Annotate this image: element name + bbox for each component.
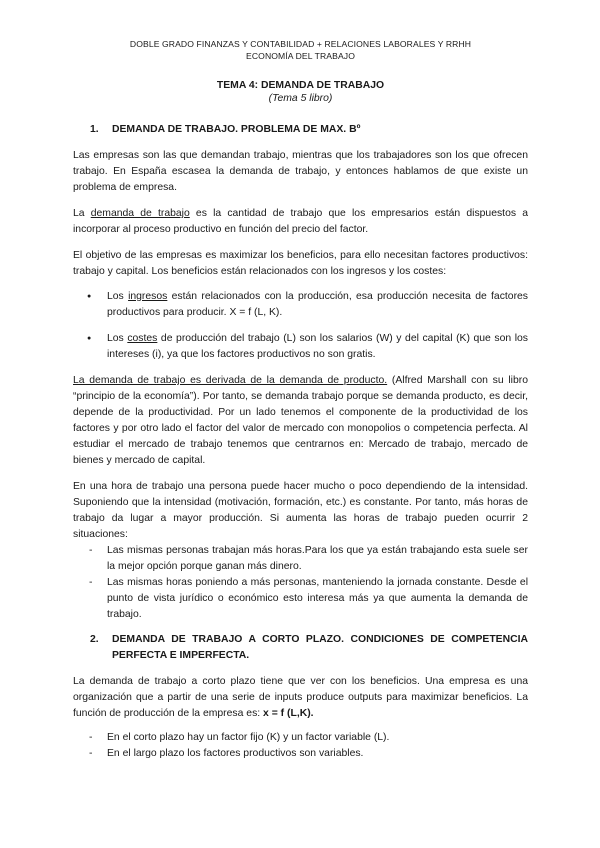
header-degree: DOBLE GRADO FINANZAS Y CONTABILIDAD + RELACIONES LABORALES Y RRHH [129,39,472,49]
text-run: de producción del trabajo (L) son los salarios (W) y del capital (K) que son los intereses (i), ya que los factores productivos no son gratis. [107,333,528,360]
text-run: La [73,208,91,219]
production-function: x = f (L,K). [263,708,314,719]
text-run: Los [107,291,129,302]
text-run: (Alfred Marshall con su libro “principio de la economía”). Por tanto, se demanda trabajo porque se demanda producto, es decir, depende de la productividad. Por un lado tenemos el componente de la productividad de los factores y por otro lado el factor del valor de mercado con monopolios o competencia perfecta. Al estudiar el mercado de trabajo tenemos que centrarnos en: Mercado de trabajo, mercado de bienes y mercado de capital. [73,375,528,466]
page-subtitle: (Tema 5 libro) [268,93,333,104]
section-1-paragraph-4 [73,373,528,469]
section-1-title: DEMANDA DE TRABAJO. PROBLEMA DE MAX. Bº [112,124,361,135]
section-2-paragraph-1 [73,674,528,722]
key-statement: La demanda de trabajo es derivada de la demanda de producto. [73,375,388,386]
section-2-heading [73,632,528,664]
header-course: ECONOMÍA DEL TRABAJO [246,51,355,61]
term-demanda-de-trabajo: demanda de trabajo [90,208,190,219]
dash-list [73,543,528,623]
dash-list-2 [73,730,528,762]
section-2-title: DEMANDA DE TRABAJO A CORTO PLAZO. CONDICIONES DE COMPETENCIA PERFECTA E IMPERFECTA. [112,634,528,661]
running-header [73,38,528,62]
section-1-number: 1. [90,124,99,135]
bullet-item-ingresos [73,289,528,321]
section-1-paragraph-3: El objetivo de las empresas es maximizar los beneficios, para ello necesitan factores productivos: trabajo y capital. Los beneficios están relacionados con los ingresos y los costes: [73,250,528,277]
text-run: es la cantidad de trabajo que los empresarios están dispuestos a incorporar al proceso productivo en función del precio del factor. [73,208,528,235]
text-run: están relacionados con la producción, esa producción necesita de factores productivos para producir. X = f (L, K). [107,291,529,318]
section-2-number: 2. [90,634,99,645]
section-1-paragraph-5: En una hora de trabajo una persona puede hacer mucho o poco dependiendo de la intensidad. Suponiendo que la intensidad (motivación, formación, etc.) es constante. Por tanto, más horas de trabajo da lugar a mayor producción. Si aumenta las horas de trabajo pueden ocurrir 2 situaciones: [73,481,528,540]
bullet-item-costes [73,331,528,363]
dash-item-short-term: - En el corto plazo hay un factor fijo (K) y un factor variable (L). [73,730,528,746]
text-run: Los [107,333,128,344]
dash-item-long-term: - En el largo plazo los factores productivos son variables. [73,746,528,762]
text-run: La demanda de trabajo a corto plazo tiene que ver con los beneficios. Una empresa es una organización que a partir de una serie de inputs produce outputs para maximizar beneficios. La función de producción de la empresa es: [73,676,528,719]
dash-item-1: - Las mismas personas trabajan más horas.Para los que ya están trabajando esta suele ser la mejor opción porque ganan más dinero. [73,543,528,575]
dash-item-2: - Las mismas horas poniendo a más personas, manteniendo la jornada constante. Desde el punto de vista jurídico o económico esto interesa más ya que aumenta la demanda de trabajo. [73,575,528,623]
section-1-paragraph-2 [73,206,528,238]
bullet-list [73,289,528,363]
page-title: TEMA 4: DEMANDA DE TRABAJO [216,80,385,91]
term-costes: costes [127,333,158,344]
section-1-paragraph-1: Las empresas son las que demandan trabajo, mientras que los trabajadores son los que ofrecen trabajo. En España escasea la demanda de trabajo, y entonces hablamos de que existe un problema de empresa. [73,150,528,193]
term-ingresos: ingresos [128,291,168,302]
section-1-heading [73,122,528,138]
